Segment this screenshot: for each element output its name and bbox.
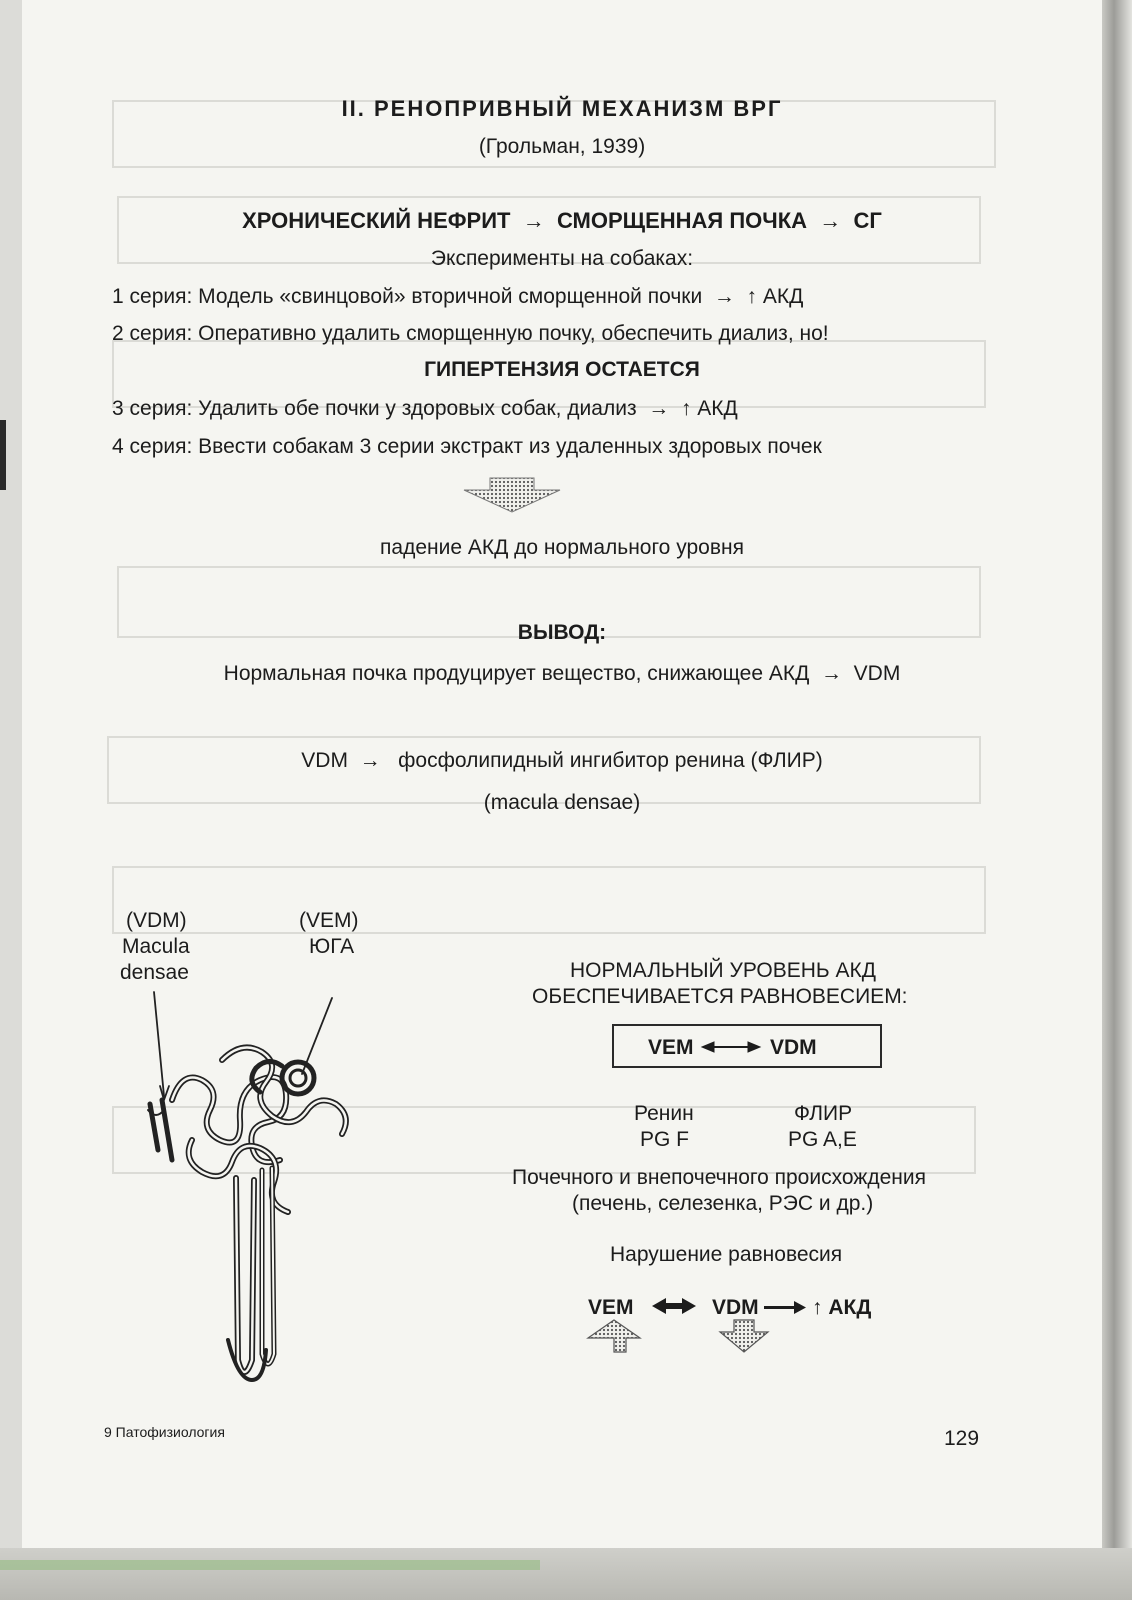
arrow-right-icon	[764, 1301, 806, 1314]
nephron-diagram	[148, 992, 346, 1380]
label-yuga: ЮГА	[309, 935, 355, 958]
series-3-tail: АКД	[697, 397, 738, 420]
balance-line-2: ОБЕСПЕЧИВАЕТСЯ РАВНОВЕСИЕМ:	[532, 985, 908, 1008]
section-title: II. РЕНОПРИВНЫЙ МЕХАНИЗМ ВРГ	[341, 96, 783, 121]
balance-line-1: НОРМАЛЬНЫЙ УРОВЕНЬ АКД	[570, 959, 876, 982]
factor-flir: ФЛИР	[794, 1102, 853, 1125]
arrow-right-icon: →	[353, 749, 393, 772]
result-text: падение АКД до нормального уровня	[380, 536, 744, 559]
label-macula-2: densae	[120, 961, 189, 984]
balance-right: VDM	[770, 1036, 817, 1059]
final-akd: АКД	[828, 1296, 872, 1319]
final-vem: VEM	[588, 1296, 634, 1319]
scan-green-strip	[0, 1560, 540, 1570]
arrow-right-icon: →	[642, 397, 676, 420]
section-subtitle: (Грольман, 1939)	[478, 135, 646, 158]
vdm-source: (macula densae)	[483, 791, 641, 814]
arrow-right-icon: →	[815, 662, 848, 685]
hatched-down-arrow-icon	[720, 1320, 768, 1352]
factor-pgae: PG A,E	[788, 1128, 857, 1151]
factor-renin: Ренин	[634, 1102, 694, 1125]
series-4: 4 серия: Ввести собакам 3 серии экстракт из удаленных здоровых почек	[112, 435, 822, 458]
page-edge-bottom	[0, 1548, 1132, 1600]
arrow-up-icon: ↑	[746, 285, 758, 308]
chain-part-2: СМОРЩЕННАЯ ПОЧКА	[556, 208, 808, 233]
conclusion-label: ВЫВОД:	[517, 621, 607, 644]
big-down-arrow-icon	[464, 478, 560, 512]
vdm-left: VDM	[301, 749, 348, 772]
document-page	[22, 0, 1102, 1548]
label-vem: (VEM)	[299, 909, 359, 932]
arrow-up-icon: ↑	[812, 1296, 829, 1319]
scan-spine-mark	[0, 420, 6, 490]
series-2: 2 серия: Оперативно удалить сморщенную почку, обеспечить диализ, но!	[112, 322, 829, 345]
label-vdm: (VDM)	[126, 909, 187, 932]
arrow-right-icon: →	[516, 208, 551, 233]
factor-pgf: PG F	[640, 1128, 690, 1151]
page-number: 129	[944, 1427, 980, 1450]
double-arrow-icon	[702, 1042, 760, 1052]
series-2-emphasis: ГИПЕРТЕНЗИЯ ОСТАЕТСЯ	[424, 358, 700, 381]
series-3-text: 3 серия: Удалить обе почки у здоровых собак, диализ	[112, 397, 637, 420]
vdm-right: фосфолипидный ингибитор ренина (ФЛИР)	[398, 749, 823, 772]
bold-double-arrow-icon	[652, 1298, 696, 1314]
origin-line-2: (печень, селезенка, РЭС и др.)	[572, 1192, 874, 1215]
page-edge-right	[1102, 0, 1132, 1600]
page-graphics	[22, 0, 1102, 1548]
disturbance-text: Нарушение равновесия	[610, 1243, 843, 1266]
footer-left: 9 Патофизиология	[104, 1424, 225, 1440]
arrow-right-icon: →	[813, 208, 848, 233]
origin-line-1: Почечного и внепочечного происхождения	[512, 1166, 926, 1189]
balance-left: VEM	[648, 1036, 694, 1059]
chain-part-3: СГ	[853, 208, 882, 233]
final-vdm: VDM	[712, 1296, 759, 1319]
series-1-text: 1 серия: Модель «свинцовой» вторичной сморщенной почки	[112, 285, 703, 308]
chain-part-1: ХРОНИЧЕСКИЙ НЕФРИТ	[242, 208, 511, 233]
experiments-intro: Эксперименты на собаках:	[430, 247, 694, 270]
series-1-tail: АКД	[762, 285, 804, 308]
hatched-up-arrow-icon	[588, 1320, 640, 1352]
conclusion-text: Нормальная почка продуцирует вещество, снижающее АКД	[223, 662, 810, 685]
arrow-up-icon: ↑	[680, 397, 692, 420]
arrow-right-icon: →	[708, 285, 741, 308]
label-macula-1: Macula	[122, 935, 190, 958]
conclusion-tail: VDM	[853, 662, 901, 685]
